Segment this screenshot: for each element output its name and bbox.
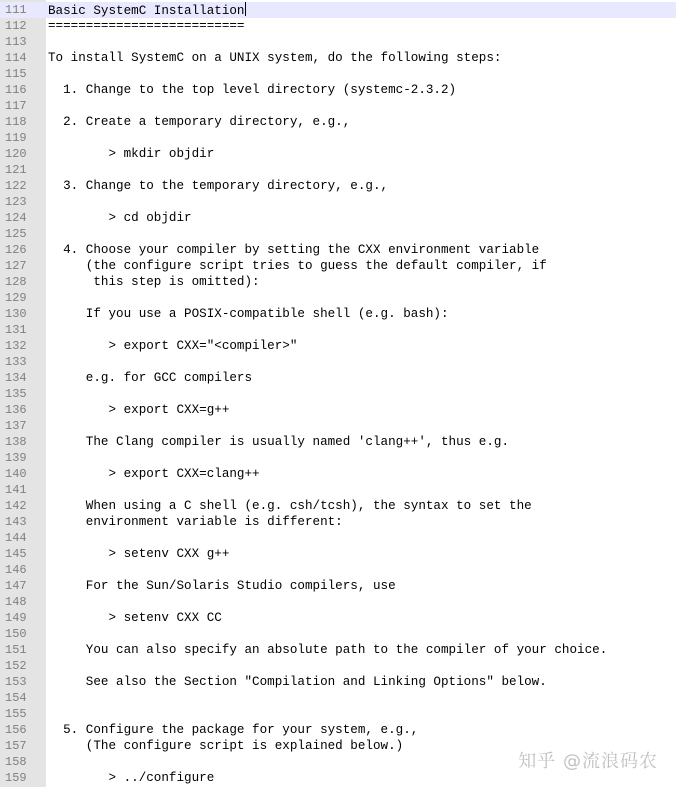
code-line[interactable]: [0, 306, 676, 322]
line-number: 139: [5, 451, 27, 465]
line-text-content: 5. Configure the package for your system, e.g.,: [48, 723, 419, 737]
line-number: 141: [5, 483, 27, 497]
line-text-content: > cd objdir: [48, 211, 192, 225]
line-text-content: Basic SystemC Installation: [48, 4, 245, 18]
line-text-content: (The configure script is explained below.): [48, 739, 404, 753]
code-line[interactable]: [0, 674, 676, 690]
code-line[interactable]: [0, 402, 676, 418]
line-text: [48, 434, 509, 450]
text-caret: [245, 2, 246, 16]
line-text-content: 2. Create a temporary directory, e.g.,: [48, 115, 351, 129]
code-line[interactable]: [0, 226, 676, 242]
line-text: [48, 498, 532, 514]
line-number: 126: [5, 243, 27, 257]
line-number: 114: [5, 51, 27, 65]
line-text-content: > setenv CXX g++: [48, 547, 230, 561]
code-line[interactable]: [0, 690, 676, 706]
line-number: 122: [5, 179, 27, 193]
code-line[interactable]: [0, 274, 676, 290]
line-text-content: If you use a POSIX-compatible shell (e.g. bash):: [48, 307, 449, 321]
line-number: 134: [5, 371, 27, 385]
code-line[interactable]: [0, 386, 676, 402]
line-number: 137: [5, 419, 27, 433]
line-number: 111: [5, 3, 27, 17]
line-text: [48, 610, 222, 626]
line-number: 143: [5, 515, 27, 529]
line-text: [48, 258, 547, 274]
line-text-content: this step is omitted):: [48, 275, 260, 289]
line-number: 112: [5, 19, 27, 33]
code-line[interactable]: [0, 290, 676, 306]
line-text: [48, 274, 260, 290]
line-number: 120: [5, 147, 27, 161]
line-number: 146: [5, 563, 27, 577]
line-number: 131: [5, 323, 27, 337]
code-line[interactable]: [0, 98, 676, 114]
line-number: 130: [5, 307, 27, 321]
line-number: 148: [5, 595, 27, 609]
code-line[interactable]: [0, 642, 676, 658]
line-number: 132: [5, 339, 27, 353]
line-number: 159: [5, 771, 27, 785]
line-text-content: > mkdir objdir: [48, 147, 215, 161]
line-text: [48, 210, 192, 226]
editor-content[interactable]: [0, 2, 676, 786]
line-text-content: > export CXX=g++: [48, 403, 230, 417]
line-text: [48, 514, 343, 530]
code-line[interactable]: [0, 322, 676, 338]
line-text-content: ==========================: [48, 19, 245, 33]
code-line[interactable]: [0, 242, 676, 258]
line-number: 142: [5, 499, 27, 513]
line-text-content: environment variable is different:: [48, 515, 343, 529]
code-line[interactable]: [0, 610, 676, 626]
code-line[interactable]: [0, 162, 676, 178]
line-text-content: 1. Change to the top level directory (systemc-2.3.2): [48, 83, 457, 97]
line-number: 119: [5, 131, 27, 145]
code-line[interactable]: [0, 82, 676, 98]
line-text-content: > export CXX=clang++: [48, 467, 260, 481]
line-text-content: To install SystemC on a UNIX system, do the following steps:: [48, 51, 502, 65]
line-text: [48, 2, 246, 19]
line-text-content: See also the Section "Compilation and Linking Options" below.: [48, 675, 547, 689]
code-line[interactable]: [0, 466, 676, 482]
line-text-content: The Clang compiler is usually named 'clang++', thus e.g.: [48, 435, 510, 449]
line-text: [48, 50, 501, 66]
line-number: 127: [5, 259, 27, 273]
line-text-content: When using a C shell (e.g. csh/tcsh), the syntax to set the: [48, 499, 532, 513]
code-line[interactable]: [0, 546, 676, 562]
line-number: 153: [5, 675, 27, 689]
line-number: 149: [5, 611, 27, 625]
code-line[interactable]: [0, 594, 676, 610]
code-line[interactable]: [0, 434, 676, 450]
line-number: 125: [5, 227, 27, 241]
code-line[interactable]: [0, 354, 676, 370]
line-number: 156: [5, 723, 27, 737]
line-number: 129: [5, 291, 27, 305]
line-text-content: e.g. for GCC compilers: [48, 371, 253, 385]
code-line[interactable]: [0, 530, 676, 546]
line-number: 124: [5, 211, 27, 225]
line-number: 157: [5, 739, 27, 753]
code-line[interactable]: [0, 114, 676, 130]
line-number: 155: [5, 707, 27, 721]
line-text: [48, 642, 607, 658]
line-text-content: You can also specify an absolute path to the compiler of your choice.: [48, 643, 608, 657]
line-number: 135: [5, 387, 27, 401]
line-number: 144: [5, 531, 27, 545]
code-line[interactable]: [0, 498, 676, 514]
line-number: 113: [5, 35, 27, 49]
code-line[interactable]: [0, 194, 676, 210]
line-text-content: > ../configure: [48, 771, 215, 785]
code-line[interactable]: [0, 626, 676, 642]
line-number: 151: [5, 643, 27, 657]
line-text: [48, 242, 539, 258]
line-text-content: (the configure script tries to guess the default compiler, if: [48, 259, 547, 273]
line-number: 133: [5, 355, 27, 369]
line-number: 158: [5, 755, 27, 769]
line-text-content: 4. Choose your compiler by setting the CXX environment variable: [48, 243, 540, 257]
code-line[interactable]: [0, 146, 676, 162]
line-number: 150: [5, 627, 27, 641]
code-line[interactable]: [0, 34, 676, 50]
line-text: [48, 114, 350, 130]
code-line[interactable]: [0, 578, 676, 594]
line-number: 118: [5, 115, 27, 129]
line-text: [48, 674, 547, 690]
line-number: 136: [5, 403, 27, 417]
code-line[interactable]: [0, 418, 676, 434]
code-line[interactable]: [0, 258, 676, 274]
code-line[interactable]: [0, 338, 676, 354]
line-number: 145: [5, 547, 27, 561]
line-text-content: > export CXX="<compiler>": [48, 339, 298, 353]
line-text: [48, 82, 456, 98]
code-line[interactable]: [0, 562, 676, 578]
line-text: [48, 338, 297, 354]
line-text-content: For the Sun/Solaris Studio compilers, use: [48, 579, 396, 593]
line-number: 123: [5, 195, 27, 209]
line-text: [48, 466, 260, 482]
code-line[interactable]: [0, 18, 676, 34]
line-number: 154: [5, 691, 27, 705]
line-text-content: > setenv CXX CC: [48, 611, 222, 625]
code-line[interactable]: [0, 370, 676, 386]
code-line[interactable]: [0, 66, 676, 82]
code-line[interactable]: [0, 2, 676, 18]
line-text: [48, 18, 245, 34]
code-line[interactable]: [0, 130, 676, 146]
line-text: [48, 770, 214, 786]
watermark: 知乎 @流浪码农: [518, 751, 658, 772]
line-text: [48, 578, 396, 594]
line-number: 140: [5, 467, 27, 481]
code-line[interactable]: [0, 450, 676, 466]
code-line[interactable]: [0, 722, 676, 738]
line-number: 128: [5, 275, 27, 289]
code-line[interactable]: [0, 50, 676, 66]
line-number: 138: [5, 435, 27, 449]
line-text: [48, 402, 229, 418]
code-line[interactable]: [0, 210, 676, 226]
line-text: [48, 722, 418, 738]
code-line[interactable]: [0, 706, 676, 722]
code-line[interactable]: [0, 514, 676, 530]
line-text: [48, 738, 403, 754]
line-text: [48, 546, 229, 562]
code-line[interactable]: [0, 178, 676, 194]
line-number: 121: [5, 163, 27, 177]
line-number: 116: [5, 83, 27, 97]
code-line[interactable]: [0, 482, 676, 498]
line-number: 147: [5, 579, 27, 593]
line-number: 117: [5, 99, 27, 113]
line-text: [48, 306, 449, 322]
line-number: 115: [5, 67, 27, 81]
line-text: [48, 370, 252, 386]
line-number: 152: [5, 659, 27, 673]
line-text-content: 3. Change to the temporary directory, e.g.,: [48, 179, 389, 193]
line-text: [48, 178, 388, 194]
code-line[interactable]: [0, 658, 676, 674]
line-text: [48, 146, 214, 162]
